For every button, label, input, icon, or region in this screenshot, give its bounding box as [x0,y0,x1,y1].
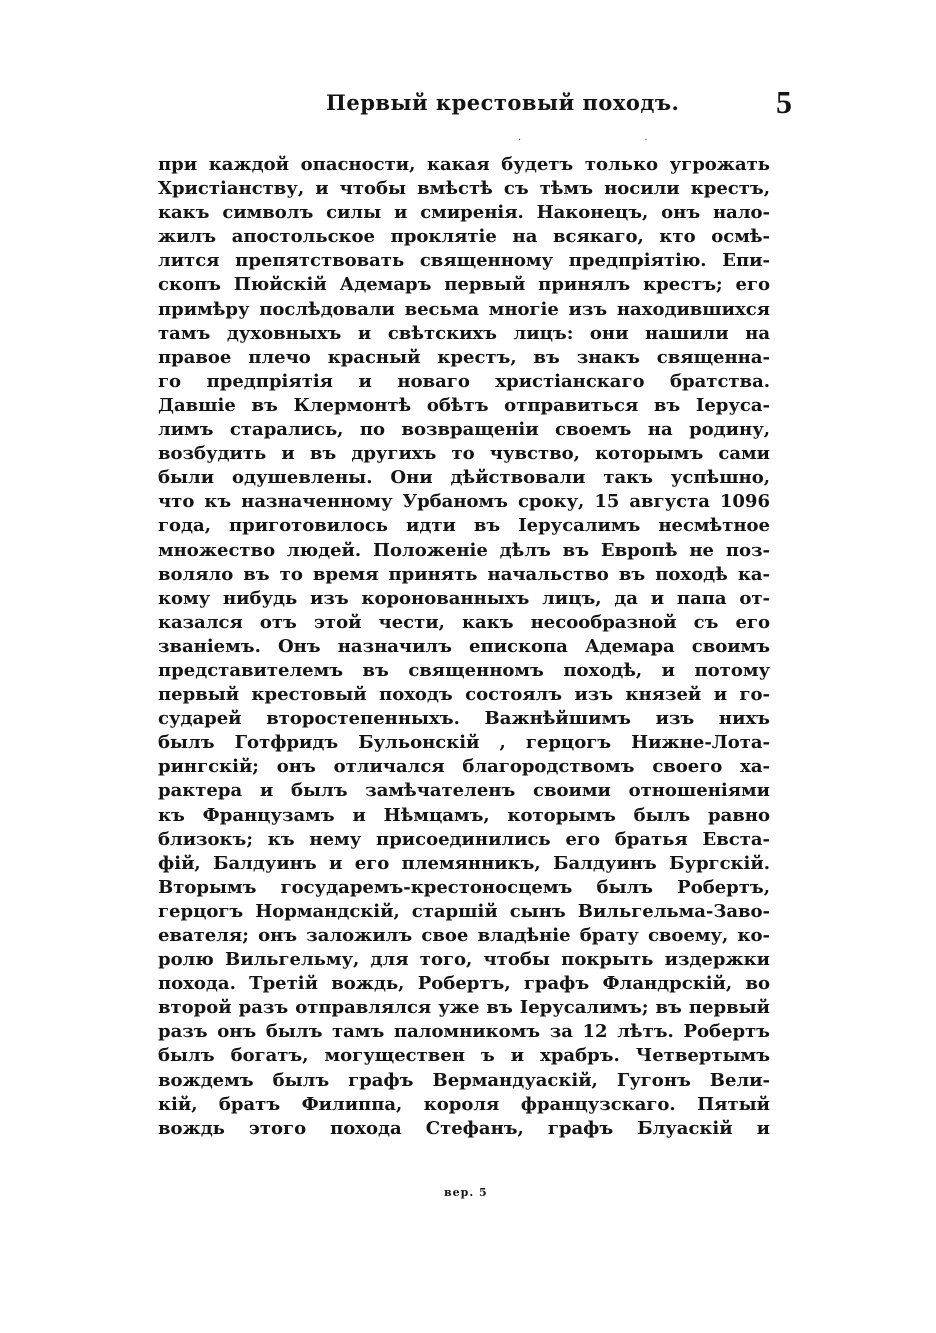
text-line: похода. Третій вождь, Робертъ, графъ Фландрскій, во [158,973,770,995]
text-line: года, приготовилось идти въ Іерусалимъ несмѣтное [158,515,770,537]
text-line: были одушевлены. Они дѣйствовали такъ успѣшно, [158,467,770,489]
header-specks: . . [518,132,708,143]
text-line: вождь этого похода Стефанъ, графъ Блуаскій и [158,1117,770,1139]
text-line: кій, братъ Филиппа, короля французскаго. Пятый [158,1093,770,1115]
text-line: какъ символъ силы и смиренія. Наконецъ, онъ нало- [158,202,770,224]
text-line: евателя; онъ заложилъ свое владѣніе брату своему, ко- [158,925,770,946]
text-line: вождемъ былъ графъ Вермандуаскій, Гугонъ Вели- [158,1069,770,1091]
text-line: тамъ духовныхъ и свѣтскихъ лицъ: они нашили на [158,322,770,344]
signature-mark: вер. 5 [444,1186,488,1199]
text-line: былъ Готфридъ Бульонскій , герцогъ Нижне-Лота- [158,732,770,754]
text-line: го предпріятія и новаго христіанскаго братства. [158,370,770,392]
text-line: фій, Балдуинъ и его племянникъ, Балдуинъ Бургскій. [158,852,770,874]
text-line: званіемъ. Онъ назначилъ епископа Адемара своимъ [158,635,770,657]
text-line: воляло въ то время принять начальство въ походѣ ка- [158,563,770,585]
text-line: герцогъ Нормандскій, старшій сынъ Вильгельма-Заво- [158,900,770,922]
text-line: Давшіе въ Клермонтѣ обѣтъ отправиться въ Іерусa- [158,394,770,416]
text-line: ролю Вильгельму, для того, чтобы покрыть издержки [158,949,770,971]
page-header [158,84,798,143]
text-line: при каждой опасности, какая будетъ только угрожать [158,154,770,175]
text-line: правое плечо красный крестъ, въ знакъ священна- [158,346,770,368]
text-line: лится препятствовать священному предпріятію. Епи- [158,250,770,272]
text-line: къ Французамъ и Нѣмцамъ, которымъ былъ равно [158,804,770,826]
body-text [158,153,770,1141]
text-line: разъ онъ былъ тамъ паломникомъ за 12 лѣтъ. Робертъ [158,1021,770,1043]
text-line: первый крестовый походъ состоялъ изъ князей и го- [158,684,770,706]
text-line: Христіанству, и чтобы вмѣстѣ съ тѣмъ носили крестъ, [158,178,770,200]
text-line: возбудить и въ другихъ то чувство, которымъ сами [158,443,770,465]
text-line: рингскій; онъ отличался благородствомъ своего ха- [158,756,770,778]
text-line: Вторымъ государемъ-крестоносцемъ былъ Робертъ, [158,876,770,898]
running-title: Первый крестовый походъ. [326,90,680,115]
text-line: былъ богатъ, могуществен ъ и храбръ. Четвертымъ [158,1045,770,1067]
text-line: жилъ апостольское проклятіе на всякаго, кто осмѣ- [158,226,770,248]
text-line: что къ назначенному Урбаномъ сроку, 15 августа 1096 [158,491,770,513]
text-line: скопъ Пюйскій Адемаръ первый принялъ крестъ; его [158,274,770,296]
text-line: рактера и былъ замѣчателенъ своими отношеніями [158,780,770,802]
text-line: лимъ старались, по возвращеніи своемъ на родину, [158,419,770,441]
text-line: второй разъ отправлялся уже въ Іерусалимъ; въ первый [158,997,770,1019]
text-line: представителемъ въ священномъ походѣ, и потому [158,659,770,681]
text-line: сударей второстепенныхъ. Важнѣйшимъ изъ нихъ [158,708,770,730]
page-number: 5 [776,84,792,120]
text-line: множество людей. Положеніе дѣлъ въ Европѣ не поз- [158,539,770,561]
text-line: примѣру послѣдовали весьма многіе изъ находившихся [158,298,770,320]
text-line: кому нибудь изъ коронованныхъ лицъ, да и папа от- [158,587,770,609]
text-line: близокъ; къ нему присоединились его братья Евста- [158,828,770,850]
text-line: казался отъ этой чести, какъ несообразной съ его [158,611,770,633]
